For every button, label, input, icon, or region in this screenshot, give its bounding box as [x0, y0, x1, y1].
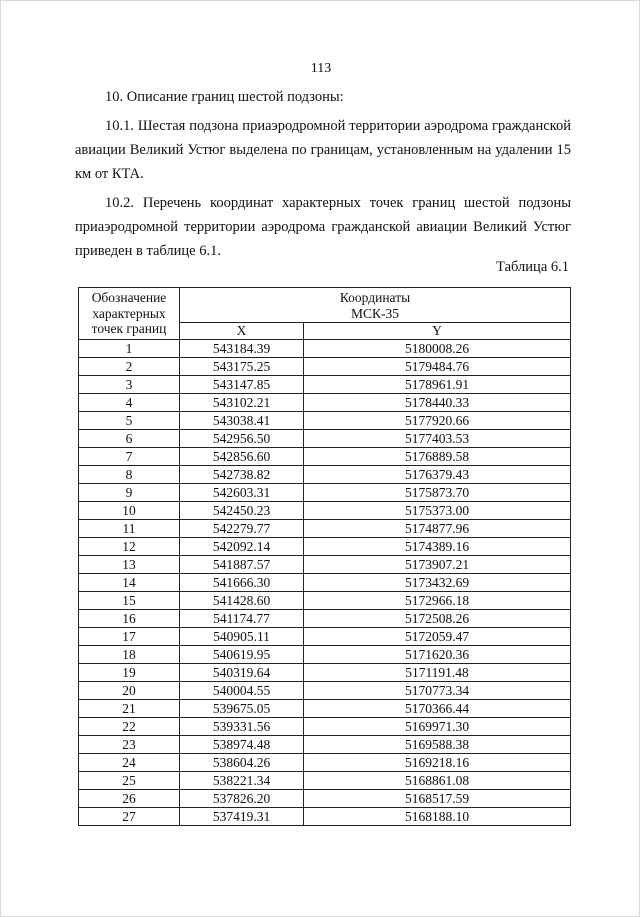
- y-coordinate: 5170366.44: [304, 700, 571, 718]
- table-row: [79, 646, 571, 664]
- x-coordinate: 539331.56: [180, 718, 304, 736]
- table-row: [79, 592, 571, 610]
- point-number: 12: [79, 538, 180, 556]
- y-coordinate: 5176379.43: [304, 466, 571, 484]
- point-number: 27: [79, 808, 180, 826]
- y-coordinate: 5177403.53: [304, 430, 571, 448]
- header-x: X: [180, 323, 304, 340]
- x-coordinate: 539675.05: [180, 700, 304, 718]
- y-coordinate: 5175373.00: [304, 502, 571, 520]
- header-coordinate-system: МСК-35: [350, 306, 399, 321]
- table-row: [79, 754, 571, 772]
- y-coordinate: 5169218.16: [304, 754, 571, 772]
- table-row: [79, 790, 571, 808]
- table-row: [79, 574, 571, 592]
- point-number: 3: [79, 376, 180, 394]
- x-coordinate: 542450.23: [180, 502, 304, 520]
- table-row: [79, 736, 571, 754]
- x-coordinate: 542279.77: [180, 520, 304, 538]
- paragraph-10-2: 10.2. Перечень координат характерных точек границ шестой подзоны приаэродромной территории аэродрома гражданской авиации Великий Устюг приведен в таблице 6.1.: [75, 195, 571, 259]
- x-coordinate: 543184.39: [180, 340, 304, 358]
- header-coordinates-label: Координаты: [339, 290, 411, 305]
- point-number: 16: [79, 610, 180, 628]
- point-number: 22: [79, 718, 180, 736]
- y-coordinate: 5168861.08: [304, 772, 571, 790]
- x-coordinate: 538974.48: [180, 736, 304, 754]
- table-row: [79, 556, 571, 574]
- x-coordinate: 542603.31: [180, 484, 304, 502]
- y-coordinate: 5175873.70: [304, 484, 571, 502]
- point-number: 23: [79, 736, 180, 754]
- table-row: [79, 538, 571, 556]
- point-number: 13: [79, 556, 180, 574]
- table-row: [79, 664, 571, 682]
- y-coordinate: 5168188.10: [304, 808, 571, 826]
- x-coordinate: 542956.50: [180, 430, 304, 448]
- x-coordinate: 542738.82: [180, 466, 304, 484]
- y-coordinate: 5173432.69: [304, 574, 571, 592]
- point-number: 8: [79, 466, 180, 484]
- point-number: 11: [79, 520, 180, 538]
- table-row: [79, 340, 571, 358]
- table-row: [79, 448, 571, 466]
- x-coordinate: 540619.95: [180, 646, 304, 664]
- x-coordinate: 537826.20: [180, 790, 304, 808]
- point-number: 25: [79, 772, 180, 790]
- table-row: [79, 610, 571, 628]
- header-designation: Обозначение характерных точек границ: [79, 288, 180, 340]
- section-title: 10. Описание границ шестой подзоны:: [105, 89, 344, 105]
- x-coordinate: 541428.60: [180, 592, 304, 610]
- point-number: 18: [79, 646, 180, 664]
- y-coordinate: 5172059.47: [304, 628, 571, 646]
- point-number: 7: [79, 448, 180, 466]
- point-number: 15: [79, 592, 180, 610]
- x-coordinate: 542092.14: [180, 538, 304, 556]
- point-number: 19: [79, 664, 180, 682]
- table-row: [79, 376, 571, 394]
- x-coordinate: 543147.85: [180, 376, 304, 394]
- point-number: 10: [79, 502, 180, 520]
- y-coordinate: 5168517.59: [304, 790, 571, 808]
- table-row: [79, 502, 571, 520]
- coordinates-table: [78, 287, 571, 826]
- point-number: 9: [79, 484, 180, 502]
- y-coordinate: 5178440.33: [304, 394, 571, 412]
- y-coordinate: 5180008.26: [304, 340, 571, 358]
- y-coordinate: 5174877.96: [304, 520, 571, 538]
- y-coordinate: 5171191.48: [304, 664, 571, 682]
- point-number: 14: [79, 574, 180, 592]
- x-coordinate: 543102.21: [180, 394, 304, 412]
- paragraph-10-1: 10.1. Шестая подзона приаэродромной территории аэродрома гражданской авиации Великий Устюг выделена по границам, установленным на удалении 15 км от КТА.: [75, 118, 571, 182]
- table-row: [79, 628, 571, 646]
- y-coordinate: 5169971.30: [304, 718, 571, 736]
- x-coordinate: 541666.30: [180, 574, 304, 592]
- point-number: 6: [79, 430, 180, 448]
- y-coordinate: 5179484.76: [304, 358, 571, 376]
- table-row: [79, 808, 571, 826]
- table-row: [79, 466, 571, 484]
- point-number: 26: [79, 790, 180, 808]
- x-coordinate: 543038.41: [180, 412, 304, 430]
- y-coordinate: 5171620.36: [304, 646, 571, 664]
- table-row: [79, 682, 571, 700]
- table-row: [79, 772, 571, 790]
- y-coordinate: 5170773.34: [304, 682, 571, 700]
- y-coordinate: 5178961.91: [304, 376, 571, 394]
- x-coordinate: 537419.31: [180, 808, 304, 826]
- table-row: [79, 412, 571, 430]
- table-row: [79, 718, 571, 736]
- y-coordinate: 5172508.26: [304, 610, 571, 628]
- x-coordinate: 542856.60: [180, 448, 304, 466]
- point-number: 24: [79, 754, 180, 772]
- x-coordinate: 540004.55: [180, 682, 304, 700]
- table-row: [79, 484, 571, 502]
- point-number: 20: [79, 682, 180, 700]
- table-row: [79, 430, 571, 448]
- y-coordinate: 5176889.58: [304, 448, 571, 466]
- page-number: 113: [310, 61, 332, 76]
- point-number: 2: [79, 358, 180, 376]
- table-row: [79, 520, 571, 538]
- y-coordinate: 5169588.38: [304, 736, 571, 754]
- header-coordinates: [180, 288, 571, 323]
- y-coordinate: 5172966.18: [304, 592, 571, 610]
- point-number: 17: [79, 628, 180, 646]
- x-coordinate: 538221.34: [180, 772, 304, 790]
- x-coordinate: 541887.57: [180, 556, 304, 574]
- point-number: 4: [79, 394, 180, 412]
- table-row: [79, 700, 571, 718]
- body-text: [75, 85, 571, 268]
- x-coordinate: 543175.25: [180, 358, 304, 376]
- point-number: 21: [79, 700, 180, 718]
- point-number: 1: [79, 340, 180, 358]
- x-coordinate: 540319.64: [180, 664, 304, 682]
- header-y: Y: [304, 323, 571, 340]
- x-coordinate: 538604.26: [180, 754, 304, 772]
- y-coordinate: 5177920.66: [304, 412, 571, 430]
- coordinates-table-body: [79, 340, 571, 826]
- x-coordinate: 541174.77: [180, 610, 304, 628]
- y-coordinate: 5174389.16: [304, 538, 571, 556]
- x-coordinate: 540905.11: [180, 628, 304, 646]
- table-caption: Таблица 6.1: [496, 259, 569, 275]
- y-coordinate: 5173907.21: [304, 556, 571, 574]
- table-row: [79, 358, 571, 376]
- point-number: 5: [79, 412, 180, 430]
- table-row: [79, 394, 571, 412]
